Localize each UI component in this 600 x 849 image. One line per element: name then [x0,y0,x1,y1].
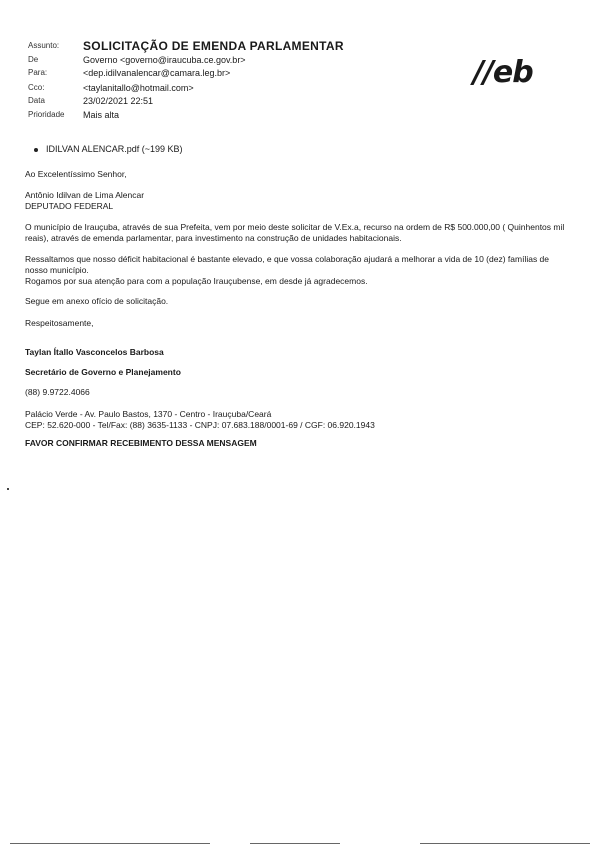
signature-role: Secretário de Governo e Planejamento [25,367,181,377]
signature-phone: (88) 9.9722.4066 [25,387,90,397]
scan-artifact [7,488,9,490]
recipient-title: DEPUTADO FEDERAL [25,201,114,211]
scan-edge-line [250,843,340,844]
to-value: <dep.idilvanalencar@camara.leg.br> [83,68,231,78]
attachment-name[interactable]: IDILVAN ALENCAR.pdf (~199 KB) [46,144,183,154]
priority-value: Mais alta [83,110,120,120]
cc-value: <taylanitallo@hotmail.com> [83,83,194,93]
email-subject: SOLICITAÇÃO DE EMENDA PARLAMENTAR [83,39,344,53]
subject-label: Assunto: [28,41,60,50]
webmail-logo: //eb [473,55,533,90]
paragraph-thanks: Rogamos por sua atenção para com a população Irauçubense, em desde já agradecemos. [25,276,368,286]
to-label: Para: [28,68,48,77]
signature-cep-line: CEP: 52.620-000 - Tel/Fax: (88) 3635-1133 - CNPJ: 07.683.188/0001-69 / CGF: 06.920.1943 [25,420,375,430]
annex-note: Segue em anexo ofício de solicitação. [25,296,169,306]
date-label: Data [28,96,45,105]
confirmation-notice: FAVOR CONFIRMAR RECEBIMENTO DESSA MENSAGEM [25,438,257,448]
scan-edge-line [10,843,210,844]
from-value: Governo <governo@iraucuba.ce.gov.br> [83,55,246,65]
paragraph-request: O município de Irauçuba, através de sua Prefeita, vem por meio deste solicitar de V.Ex.a, recurso na ordem de R$ 500.000,00 ( Quinhentos mil reais), através de emenda parlamentar, para investimento na construção de unidades habitacionais. [25,222,565,243]
closing: Respeitosamente, [25,318,94,328]
priority-label: Prioridade [28,110,65,119]
date-value: 23/02/2021 22:51 [83,96,154,106]
signature-address: Palácio Verde - Av. Paulo Bastos, 1370 - Centro - Irauçuba/Ceará [25,409,272,419]
from-label: De [28,55,39,64]
attachment-item[interactable] [34,144,182,154]
paragraph-deficit: Ressaltamos que nosso déficit habitacional é bastante elevado, e que vossa colaboração ajudará a melhorar a vida de 10 (dez) famílias de nosso município. [25,254,550,275]
bullet-icon [34,148,38,152]
scan-edge-line [420,843,590,844]
signature-name: Taylan Ítallo Vasconcelos Barbosa [25,347,164,357]
cc-label: Cco: [28,83,45,92]
recipient-name: Antônio Idilvan de Lima Alencar [25,190,145,200]
greeting: Ao Excelentíssimo Senhor, [25,169,127,179]
